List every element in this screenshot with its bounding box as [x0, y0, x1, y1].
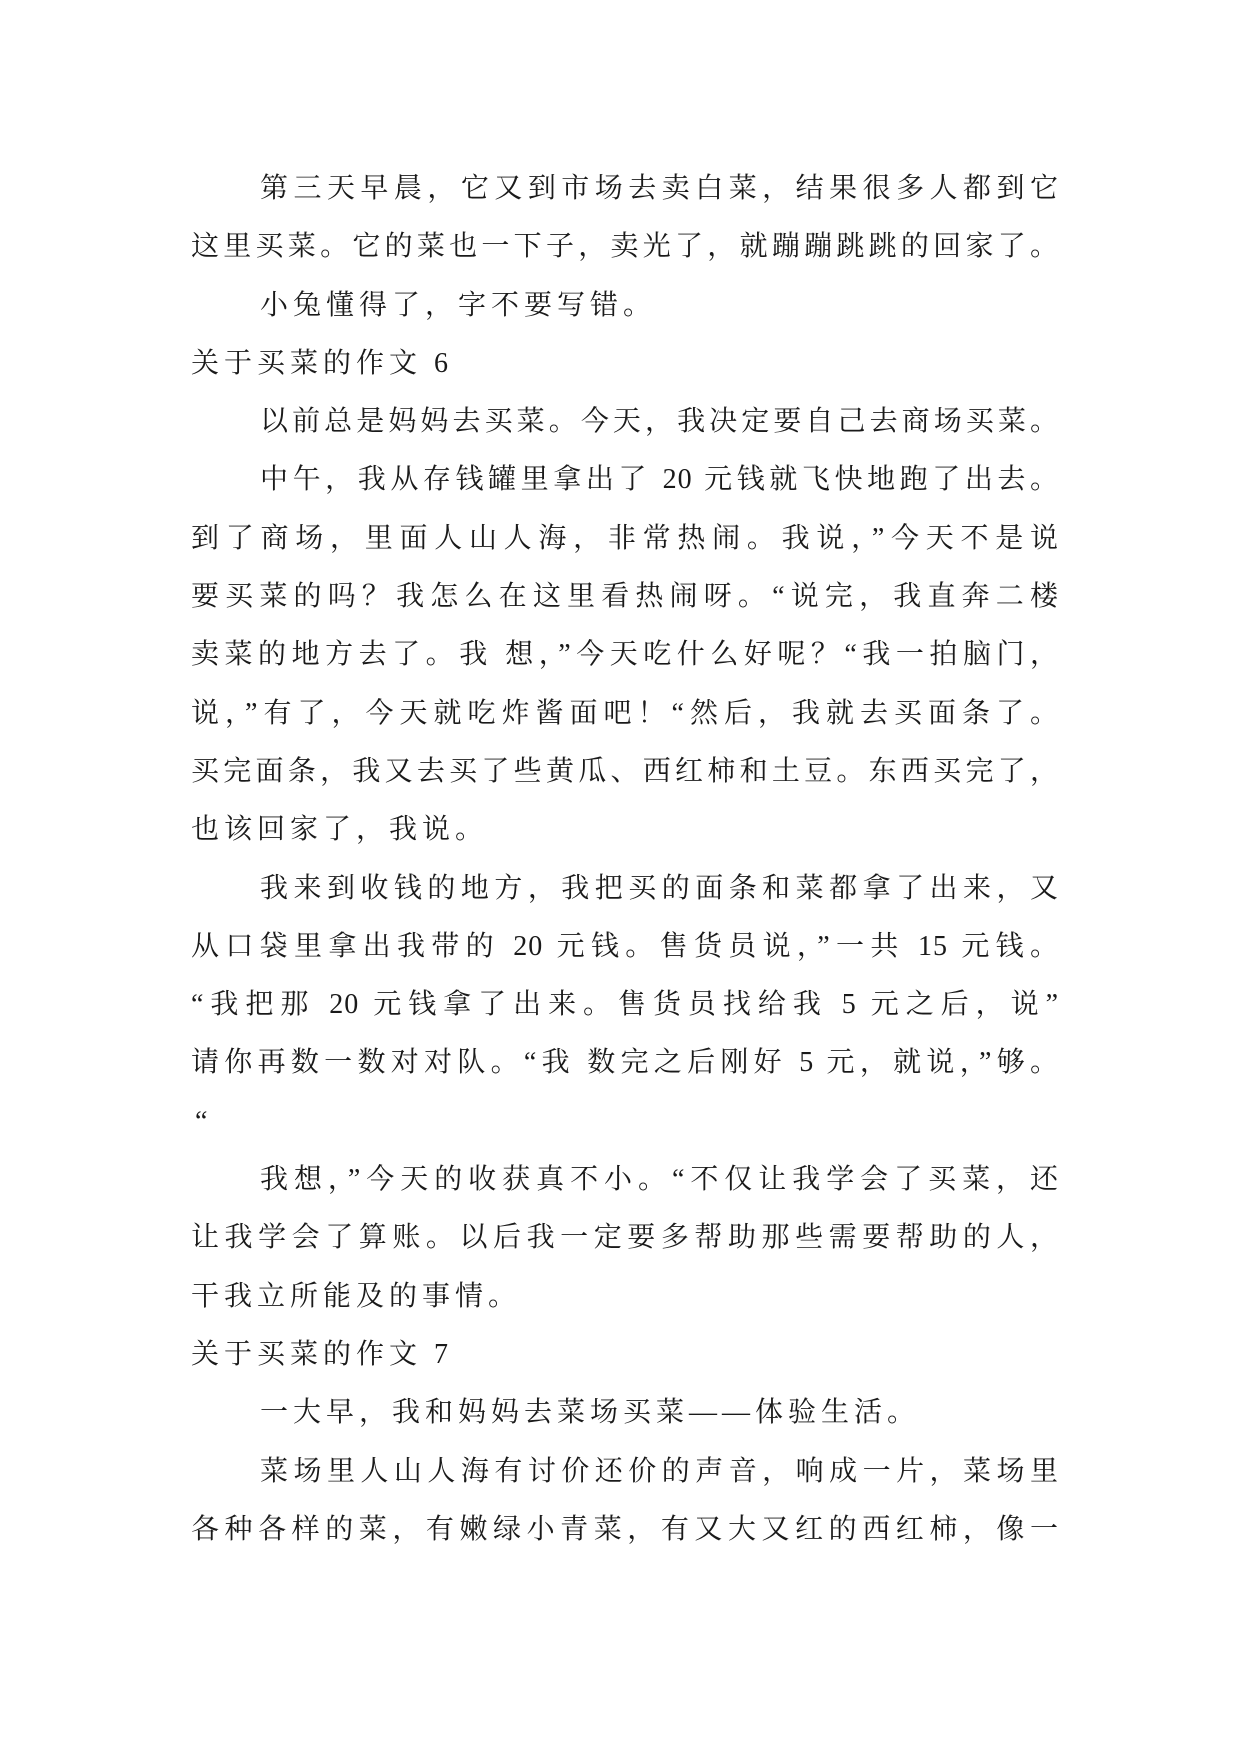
text-line: 第三天早晨，它又到市场去卖白菜，结果很多人都到它 — [260, 173, 1059, 204]
text-line: 到了商场，里面人山人海，非常热闹。我说，”今天不是说 — [191, 522, 1059, 554]
text-line: “ — [195, 1105, 213, 1137]
text-line: 我想，”今天的收获真不小。“不仅让我学会了买菜，还 — [260, 1164, 1059, 1196]
text-line: 从口袋里拿出我带的 20 元钱。售货员说，”一共 15 元钱。 — [191, 930, 1059, 962]
text-line: 说，”有了，今天就吃炸酱面吧！“然后，我就去买面条了。 — [191, 697, 1059, 729]
section-heading-6: 关于买菜的作文 6 — [191, 347, 454, 379]
document-body — [191, 160, 1071, 1559]
text-line: 要买菜的吗？我怎么在这里看热闹呀。“说完，我直奔二楼 — [191, 581, 1059, 613]
text-line: 卖菜的地方去了。我 想，”今天吃什么好呢？“我一拍脑门， — [191, 639, 1059, 671]
text-line: 干我立所能及的事情。 — [191, 1280, 522, 1312]
text-line: 买完面条，我又去买了些黄瓜、西红柿和土豆。东西买完了， — [191, 755, 1059, 787]
text-line: 小兔懂得了，字不要写错。 — [260, 289, 657, 321]
text-line: 各种各样的菜，有嫩绿小青菜，有又大又红的西红柿，像一 — [191, 1513, 1059, 1545]
text-line: 我来到收钱的地方，我把买的面条和菜都拿了出来，又 — [260, 872, 1059, 904]
text-line: 一大早，我和妈妈去菜场买菜——体验生活。 — [260, 1397, 921, 1429]
text-line: 让我学会了算账。以后我一定要多帮助那些需要帮助的人， — [191, 1222, 1059, 1254]
text-line: “我把那 20 元钱拿了出来。售货员找给我 5 元之后，说” — [191, 989, 1059, 1021]
text-line: 以前总是妈妈去买菜。今天，我决定要自己去商场买菜。 — [260, 406, 1059, 438]
text-line: 这里买菜。它的菜也一下子，卖光了，就蹦蹦跳跳的回家了。 — [191, 231, 1059, 263]
text-line: 菜场里人山人海有讨价还价的声音，响成一片，菜场里 — [260, 1455, 1059, 1487]
section-heading-7: 关于买菜的作文 7 — [191, 1338, 454, 1370]
text-line: 也该回家了，我说。 — [191, 814, 489, 846]
text-line: 请你再数一数对对队。“我 数完之后刚好 5 元，就说，”够。 — [191, 1047, 1059, 1079]
text-line: 中午，我从存钱罐里拿出了 20 元钱就飞快地跑了出去。 — [260, 464, 1059, 496]
